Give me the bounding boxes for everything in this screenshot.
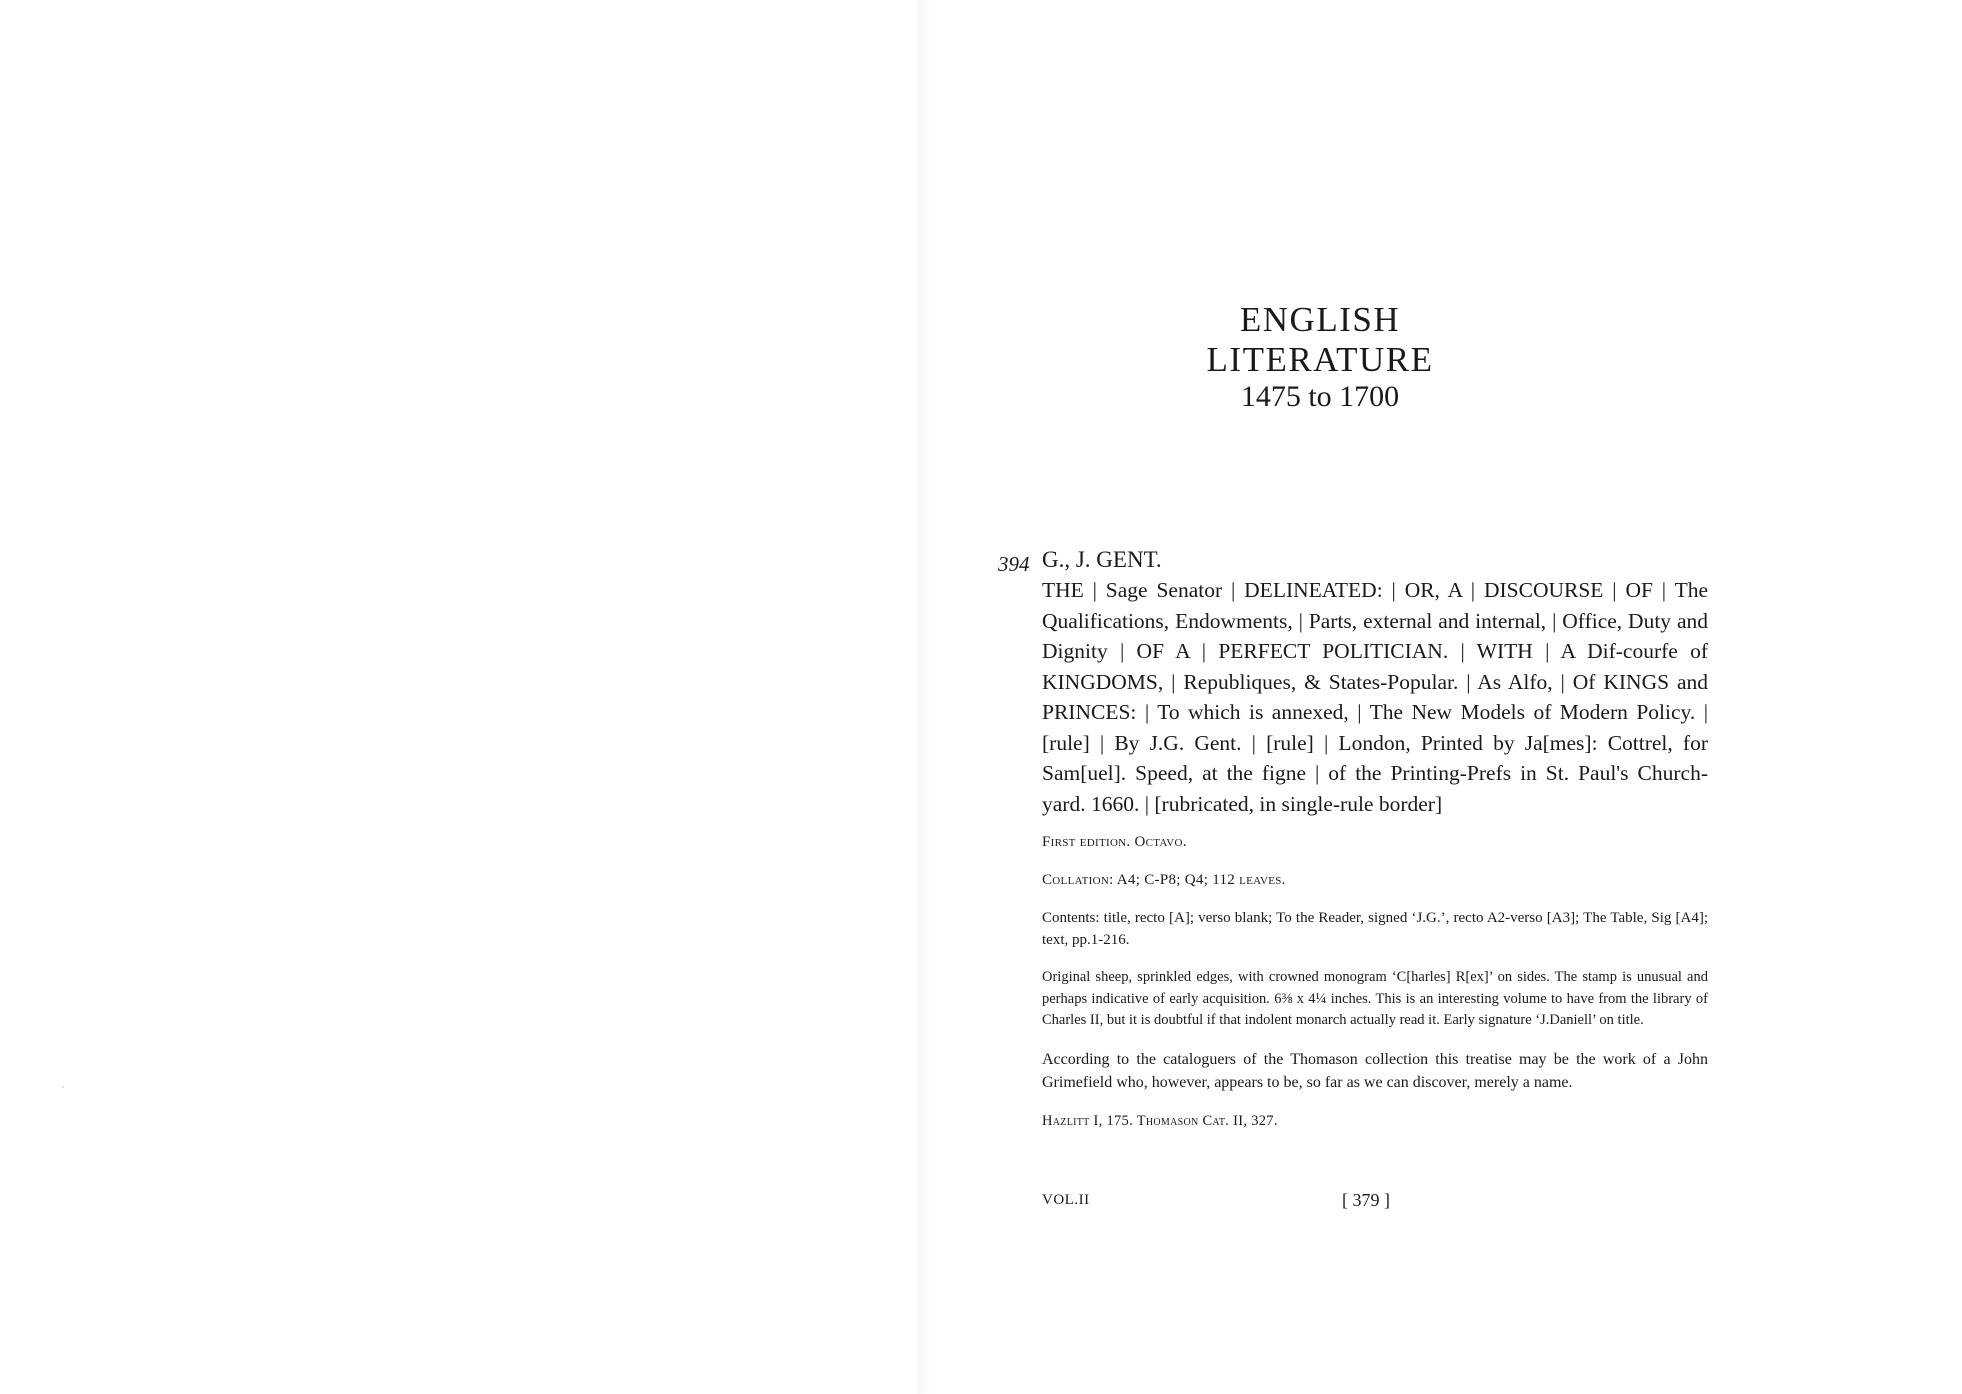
- entry-contents: Contents: title, recto [A]; verso blank; To the Reader, signed ‘J.G.’, recto A2-verso [A3]; The Table, Sig [A4]; text, pp.1-216.: [1042, 910, 1708, 948]
- section-date-range: 1475 to 1700: [1240, 380, 1400, 413]
- right-page: [930, 0, 1962, 1394]
- entry-binding-description: Original sheep, sprinkled edges, with crowned monogram ‘C[harles] R[ex]’ on sides. The stamp is unusual and perhaps indicative of early acquisition. 6⅜ x 4¼ inches. This is an interesting volume to have from the library of Charles II, but it is doubtful if that indolent monarch actually read it. Early signature ‘J.Daniell’ on title.: [1042, 969, 1708, 1028]
- entry-title-page-transcription: THE | Sage Senator | DELINEATED: | OR, A | DISCOURSE | OF | The Qualifications, Endowments, | Parts, external and internal, | Office, Duty and Dignity | OF A | PERFECT POLITICIAN. | WITH | A Dif-courfe of KINGDOMS, | Republiques, & States-Popular. | As Alfo, | Of KINGS and PRINCES: | To which is annexed, | The New Models of Modern Policy. | [rule] | By J.G. Gent. | [rule] | London, Printed by Ja[mes]: Cottrel, for Sam[uel]. Speed, at the figne | of the Printing-Prefs in St. Paul's Church-yard. 1660. | [rubricated, in single-rule border]: [1042, 578, 1708, 816]
- section-title: ENGLISH LITERATURE: [1206, 300, 1434, 379]
- entry-author: G., J. GENT.: [1042, 547, 1162, 572]
- entry-number: 394: [998, 552, 1030, 576]
- entry-collation: Collation: A4; C-P8; Q4; 112 leaves.: [1042, 872, 1286, 888]
- page-number: [ 379 ]: [1342, 1190, 1390, 1210]
- entry-note: According to the cataloguers of the Thomason collection this treatise may be the work of a John Grimefield who, however, appears to be, so far as we can discover, merely a name.: [1042, 1050, 1708, 1091]
- left-page-blank: [0, 0, 918, 1394]
- entry-body: [1042, 544, 1708, 1210]
- entry-edition: First edition. Octavo.: [1042, 834, 1187, 850]
- page-speck: [62, 1086, 64, 1088]
- page-footer: [1042, 1192, 1708, 1216]
- book-gutter: [918, 0, 930, 1394]
- volume-label: VOL.II: [1042, 1192, 1090, 1208]
- entry-references: Hazlitt I, 175. Thomason Cat. II, 327.: [1042, 1112, 1278, 1129]
